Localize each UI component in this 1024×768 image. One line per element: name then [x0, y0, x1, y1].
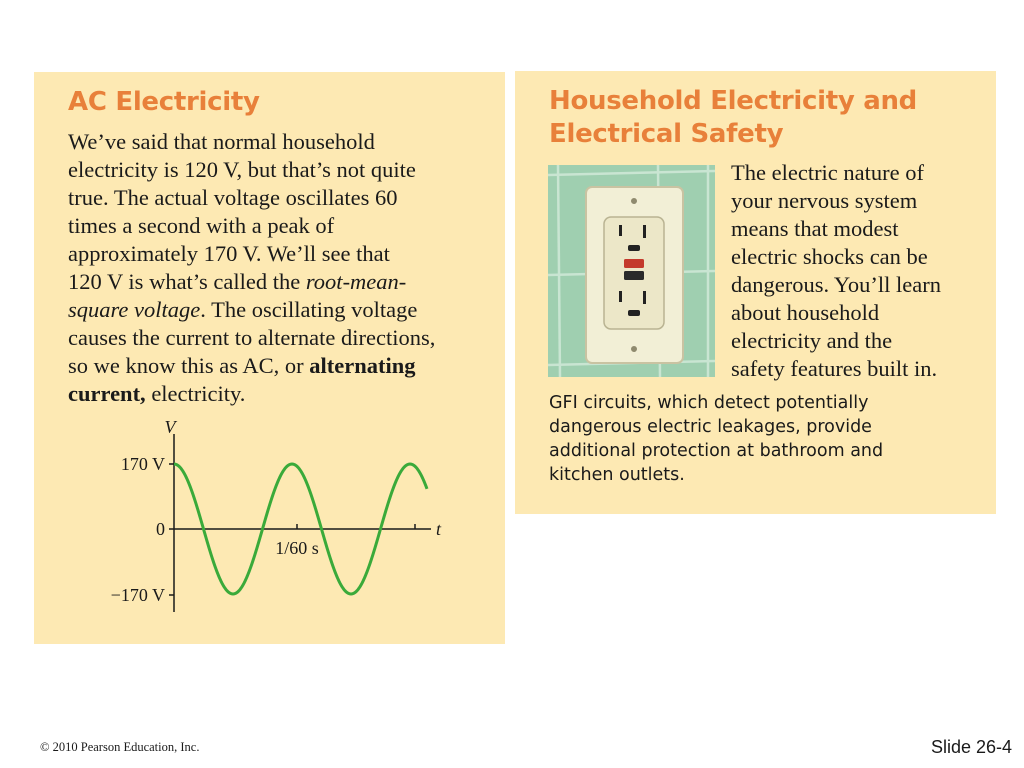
body-text-run: true. The actual voltage oscillates 60: [68, 185, 398, 210]
y-tick-label-bottom: −170 V: [110, 585, 165, 605]
body-line: dangerous. You’ll learn: [731, 272, 941, 297]
household-electricity-panel: [515, 71, 996, 514]
gfi-outlet-photo: [548, 165, 715, 377]
body-text-run: . The oscillating voltage: [200, 297, 418, 322]
y-tick-label-top: 170 V: [120, 454, 165, 474]
bold-term: current,: [68, 381, 146, 406]
body-line: [68, 212, 498, 240]
body-line: [68, 380, 498, 408]
body-line: electric shocks can be: [731, 244, 928, 269]
heading-line: Electrical Safety: [549, 119, 784, 149]
body-line: [68, 296, 498, 324]
italic-term: root-mean-: [305, 269, 407, 294]
body-line: about household: [731, 300, 880, 325]
body-line: electricity and the: [731, 328, 893, 353]
body-text-run: We’ve said that normal household: [68, 129, 375, 154]
bold-term: alternating: [309, 353, 416, 378]
caption-line: kitchen outlets.: [549, 465, 685, 485]
italic-term: square voltage: [68, 297, 201, 322]
gfi-caption: [549, 391, 989, 487]
body-text-run: electricity is 120 V, but that’s not quite: [68, 157, 416, 182]
caption-line: GFI circuits, which detect potentially: [549, 393, 869, 413]
household-electricity-heading: [549, 85, 989, 151]
slide-number: Slide 26-4: [930, 737, 1012, 757]
body-text-run: so we know this as AC, or: [68, 353, 310, 378]
body-line: [68, 184, 498, 212]
y-axis-label: V: [164, 417, 176, 437]
ac-electricity-panel: [34, 72, 505, 644]
ac-electricity-body: [68, 128, 498, 408]
body-text-run: approximately 170 V. We’ll see that: [68, 241, 390, 266]
body-line: [68, 240, 498, 268]
household-electricity-body: [731, 159, 993, 383]
body-line: [68, 156, 498, 184]
heading-line: Household Electricity and: [549, 86, 917, 116]
ac-voltage-graph: [68, 414, 442, 614]
caption-line: dangerous electric leakages, provide: [549, 417, 872, 437]
body-line: [68, 268, 498, 296]
caption-line: additional protection at bathroom and: [549, 441, 884, 461]
body-line: safety features built in.: [731, 356, 938, 381]
body-line: means that modest: [731, 216, 899, 241]
ac-electricity-heading: AC Electricity: [68, 87, 260, 117]
x-tick-label: 1/60 s: [275, 538, 319, 558]
body-line: The electric nature of: [731, 160, 925, 185]
body-text-run: electricity.: [145, 381, 246, 406]
body-line: [68, 352, 498, 380]
body-text-run: times a second with a peak of: [68, 213, 335, 238]
body-text-run: 120 V is what’s called the: [68, 269, 306, 294]
body-text-run: causes the current to alternate directions,: [68, 325, 436, 350]
body-line: [68, 324, 498, 352]
body-line: [68, 128, 498, 156]
body-line: your nervous system: [731, 188, 918, 213]
y-tick-label-zero: 0: [156, 519, 165, 539]
x-axis-label: t: [436, 519, 442, 539]
copyright-notice: © 2010 Pearson Education, Inc.: [40, 740, 200, 754]
